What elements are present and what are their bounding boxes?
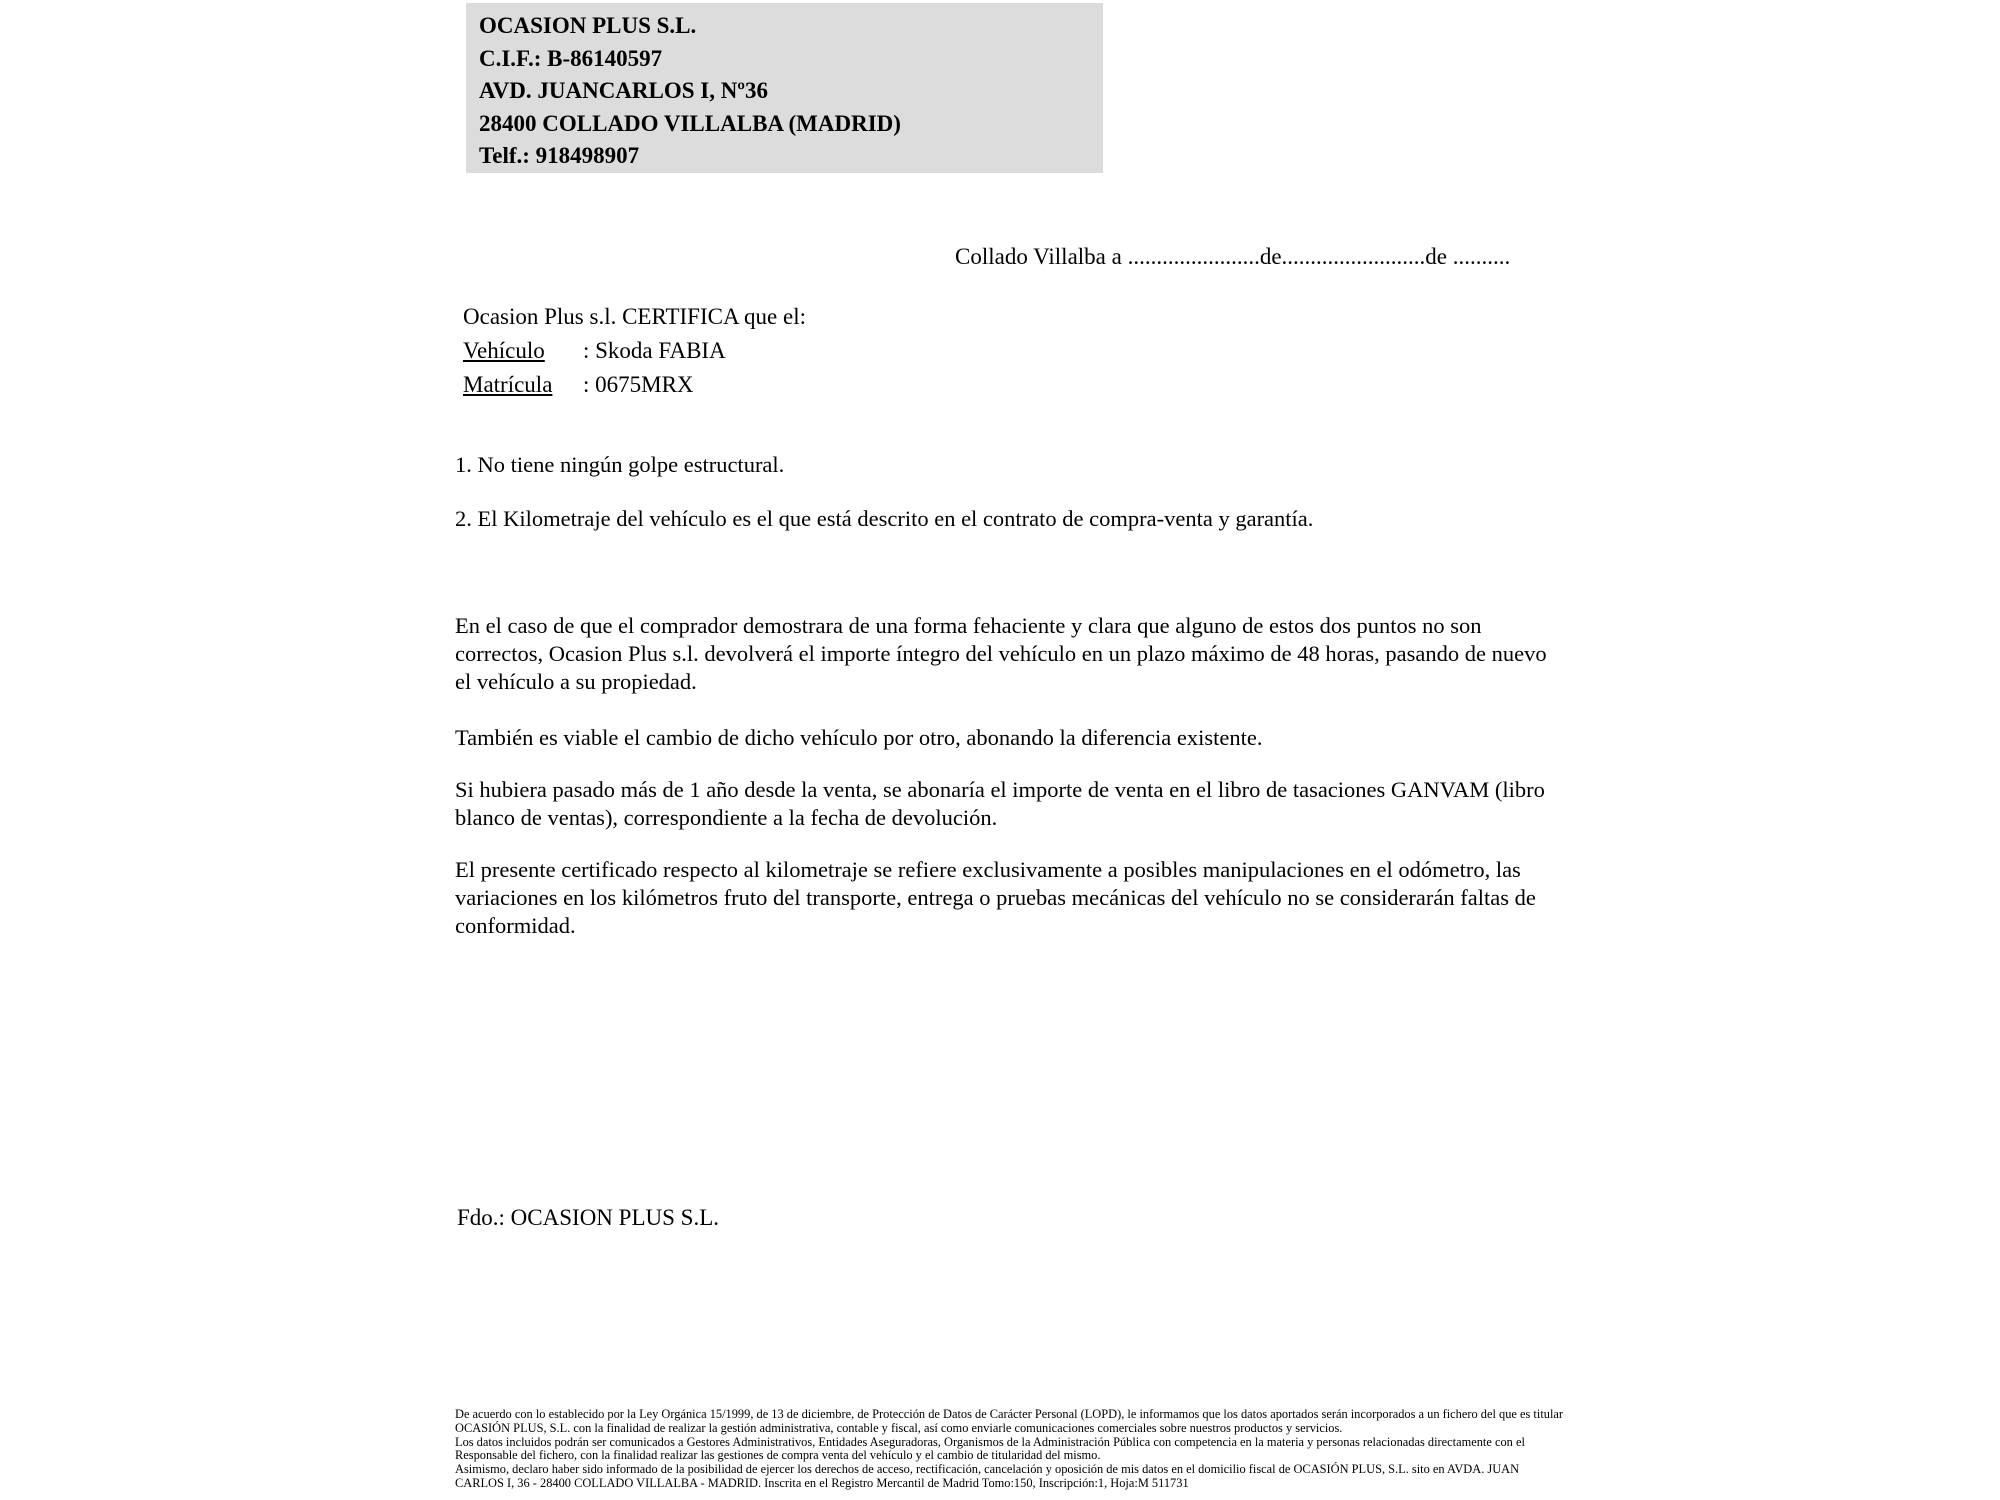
point-2: 2. El Kilometraje del vehículo es el que está descrito en el contrato de compra-venta y garantía. bbox=[455, 506, 1314, 531]
company-name: OCASION PLUS S.L. bbox=[479, 13, 697, 38]
signature-line: Fdo.: OCASION PLUS S.L. bbox=[457, 1205, 719, 1230]
legal-footer-line: Responsable del fichero, con la finalidad realizar las gestiones de compra venta del vehículo y el cambio de titularidad del mismo. bbox=[455, 1448, 1101, 1463]
company-city: 28400 COLLADO VILLALBA (MADRID) bbox=[479, 110, 901, 136]
legal-footer-line: Los datos incluidos podrán ser comunicados a Gestores Administrativos, Entidades Aseguradoras, Organismos de la Administración Pública con competencia en la materia y personas relacionadas directamente con el bbox=[455, 1434, 1525, 1449]
company-address: AVD. JUANCARLOS I, Nº36 bbox=[479, 78, 768, 103]
point-1: 1. No tiene ningún golpe estructural. bbox=[455, 452, 785, 477]
date-line: Collado Villalba a .......................de.........................de .......... bbox=[955, 244, 1511, 269]
vehicle-row bbox=[463, 334, 806, 368]
plate-value: : 0675MRX bbox=[583, 372, 694, 397]
certify-intro: Ocasion Plus s.l. CERTIFICA que el: bbox=[463, 304, 806, 329]
paragraph-refund: En el caso de que el comprador demostrara de una forma fehaciente y clara que alguno de estos dos puntos no son correctos, Ocasion Plus s.l. devolverá el importe íntegro del vehículo en un plazo máximo de 48 horas, pasando de nuevo el vehículo a su propiedad. bbox=[455, 613, 1547, 694]
plate-label: Matrícula bbox=[463, 372, 553, 397]
legal-footer-line: Asimismo, declaro haber sido informado de la posibilidad de ejercer los derechos de acceso, rectificación, cancelación y oposición de mis datos en el domicilio fiscal de OCASIÓN PLUS, S.L. sito en AVDA. JUAN bbox=[455, 1462, 1520, 1477]
vehicle-value: : Skoda FABIA bbox=[583, 338, 726, 363]
company-phone: Telf.: 918498907 bbox=[479, 143, 640, 168]
company-cif: C.I.F.: B-86140597 bbox=[479, 45, 663, 71]
certification-block bbox=[463, 300, 806, 402]
paragraph-ganvam: Si hubiera pasado más de 1 año desde la venta, se abonaría el importe de venta en el libro de tasaciones GANVAM (libro blanco de ventas), correspondiente a la fecha de devolución. bbox=[455, 777, 1545, 830]
vehicle-label: Vehículo bbox=[463, 338, 545, 363]
legal-footer bbox=[455, 1408, 1563, 1491]
legal-footer-line: De acuerdo con lo establecido por la Ley Orgánica 15/1999, de 13 de diciembre, de Protección de Datos de Carácter Personal (LOPD), le informamos que los datos aportados serán incorporados a un fichero del que es titular bbox=[455, 1407, 1564, 1421]
legal-footer-line: OCASIÓN PLUS, S.L. con la finalidad de realizar la gestión administrativa, contable y fiscal, así como enviarle comunicaciones comerciales sobre nuestros productos y servicios. bbox=[455, 1420, 1343, 1435]
legal-footer-line: CARLOS I, 36 - 28400 COLLADO VILLALBA - MADRID. Inscrita en el Registro Mercantil de Madrid Tomo:150, Inscripción:1, Hoja:M 511731 bbox=[455, 1475, 1189, 1490]
paragraph-odometer: El presente certificado respecto al kilometraje se refiere exclusivamente a posibles manipulaciones en el odómetro, las variaciones en los kilómetros fruto del transporte, entrega o pruebas mecánicas del vehículo no se considerarán faltas de conformidad. bbox=[455, 857, 1536, 938]
plate-row bbox=[463, 368, 806, 402]
company-header-box bbox=[466, 3, 1103, 173]
paragraph-exchange: También es viable el cambio de dicho vehículo por otro, abonando la diferencia existente. bbox=[455, 725, 1263, 750]
